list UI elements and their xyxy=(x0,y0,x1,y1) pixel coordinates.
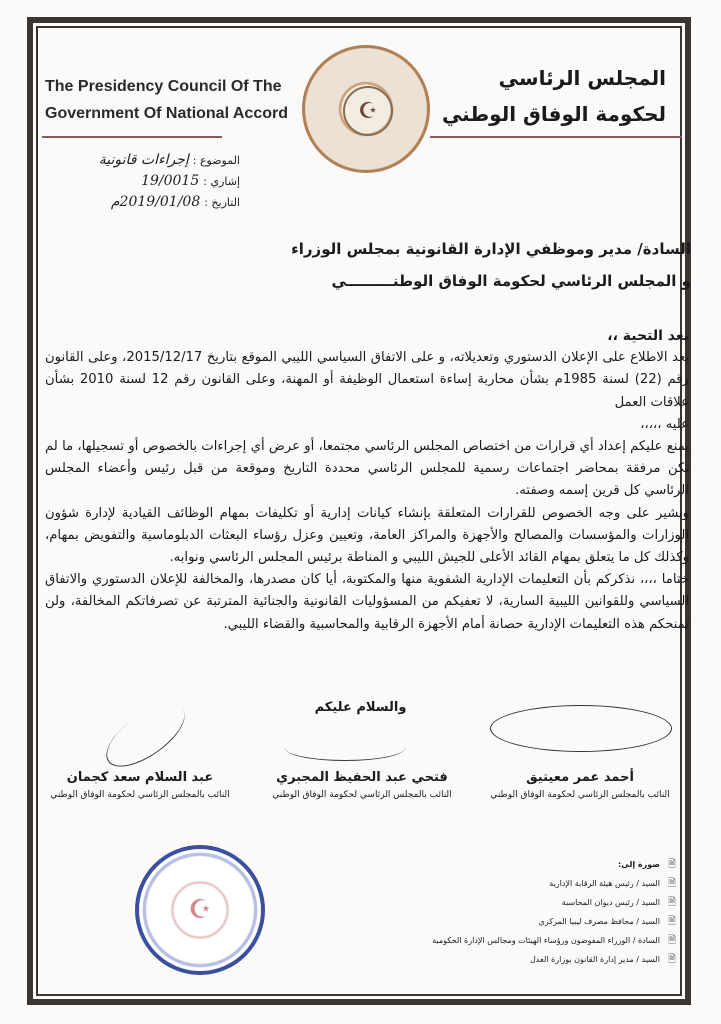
english-title-line1: The Presidency Council Of The xyxy=(45,78,282,95)
paragraph-therefore: عليه ،،،،، xyxy=(640,416,689,432)
signatory-1 xyxy=(480,768,680,802)
date-value: 2019/01/08م xyxy=(110,194,201,210)
paragraph-conclusion: ختاما ،،،، نذكركم بأن التعليمات الإدارية الشفوية منها والمكتوبة، أيا كان مصدرها، والمخالفة للإعلان الدستوري والاتفاق السياسي وللقوانين الليبية السارية، لا تعفيكم من المسؤوليات القانونية والجنائية المترتبة عن تصرفاتكم المخالفة، ولن تمنحكم هذه التعليمات الإدارية حصانة أمام الأجهزة الرقابية والمحاسبية والقضاء الليبي. xyxy=(45,572,689,632)
signatory-2 xyxy=(262,768,462,802)
closing-salutation: والسلام عليكم xyxy=(314,700,407,715)
signatory-role: النائب بالمجلس الرئاسي لحكومة الوفاق الوطني xyxy=(272,790,452,800)
copy-item: 🗎 السيد / محافظ مصرف ليبيا المركزي xyxy=(426,912,676,931)
reference-label: إشاري : xyxy=(203,175,240,188)
copy-item: 🗎 السيد / مدير إدارة القانون بوزارة العدل xyxy=(426,950,676,969)
copy-item: 🗎 السيد / رئيس ديوان المحاسبة xyxy=(426,893,676,912)
document-icon: 🗎 xyxy=(667,935,676,946)
date-label: التاريخ : xyxy=(204,196,240,209)
document-icon: 🗎 xyxy=(667,897,676,908)
document-icon: 🗎 xyxy=(667,878,676,889)
paragraph-prohibition: يمنع عليكم إعداد أي قرارات من اختصاص المجلس الرئاسي مجتمعا، أو عرض أي إجراءات بالخصوص أو تسجيلها، ما لم تكن مرفقة بمحاضر اجتماعات رسمية للمجلس الرئاسي محددة التاريخ وموقعة من قبل رئيس وأعضاء المجلس الرئاسي كل قرين إسمه وصفته. xyxy=(45,439,689,499)
copies-title-row xyxy=(426,855,676,874)
letter-body xyxy=(45,325,689,636)
crescent-star-icon: ☪ xyxy=(188,895,212,925)
document-icon: 🗎 xyxy=(667,916,676,927)
subject-row xyxy=(40,150,240,171)
signature-mark-2 xyxy=(285,735,405,761)
emblem-seal xyxy=(305,48,427,170)
paragraph-emphasis: ونشير على وجه الخصوص للقرارات المتعلقة بإنشاء كيانات إدارية أو تكليفات بمهام الوظائف القيادية لإدارة شؤون الوزارات والمؤسسات والمصالح والأجهزة والمراكز العامة، وتعيين وعزل رؤساء البعثات الدبلوماسية والتفويض بمهام، وكذلك كل ما يتعلق بمهام القائد الأعلى للجيش الليبي و المناطة برئيس المجلس الرئاسي ونوابه. xyxy=(45,505,689,566)
crescent-star-icon: ☪ xyxy=(343,86,393,136)
addressee xyxy=(291,233,691,297)
document-icon: 🗎 xyxy=(667,859,676,870)
arabic-title-line2: لحكومة الوفاق الوطني xyxy=(441,102,666,126)
addressee-line2: و المجلس الرئاسي لحكومة الوفاق الوطنـــــــــي xyxy=(331,272,691,290)
reference-row xyxy=(40,171,240,192)
signatory-name: عبد السلام سعد كجمان xyxy=(66,770,214,785)
copies-list xyxy=(426,855,676,969)
paragraph-references: بعد الاطلاع على الإعلان الدستوري وتعديلاته، و على الاتفاق السياسي الليبي الموقع بتاريخ 2015/12/17، وعلى القانون رقم (22) لسنة 1985م بشأن محاربة إساءة استعمال الوظيفة أو المهنة، وعلى القانون رقم 12 لسنة 2010 بشأن علاقات العمل xyxy=(45,350,689,410)
english-letterhead xyxy=(45,73,288,127)
signatory-name: أحمد عمر معيتيق xyxy=(526,770,634,785)
header-divider-left xyxy=(42,136,222,138)
signatory-3 xyxy=(40,768,240,802)
reference-value: 19/0015 xyxy=(141,173,200,189)
signature-mark-1 xyxy=(490,705,672,752)
copy-item: 🗎 السادة / الوزراء المفوضون ورؤساء الهيئات ومجالس الإدارة الحكومية xyxy=(426,931,676,950)
greeting: بعد التحية ،، xyxy=(607,328,689,344)
arabic-letterhead xyxy=(442,60,666,132)
document-metadata xyxy=(40,150,240,213)
date-row xyxy=(40,192,240,213)
signatory-role: النائب بالمجلس الرئاسي لحكومة الوفاق الوطني xyxy=(490,790,670,800)
arabic-title-line1: المجلس الرئاسي xyxy=(498,66,666,90)
addressee-line1: السادة/ مدير وموظفي الإدارة القانونية بمجلس الوزراء xyxy=(291,240,691,258)
header-divider-right xyxy=(430,136,682,138)
copy-item: 🗎 السيد / رئيس هيئة الرقابة الإدارية xyxy=(426,874,676,893)
signatory-role: النائب بالمجلس الرئاسي لحكومة الوفاق الوطني xyxy=(50,790,230,800)
english-title-line2: Government Of National Accord xyxy=(45,105,288,122)
document-icon: 🗎 xyxy=(667,954,676,965)
copies-title: صورة إلى: xyxy=(618,860,660,869)
subject-value: إجراءات قانونية xyxy=(98,152,189,168)
official-stamp xyxy=(135,845,265,975)
subject-label: الموضوع : xyxy=(192,154,240,167)
signatory-name: فتحي عبد الحفيظ المجبري xyxy=(276,770,448,785)
